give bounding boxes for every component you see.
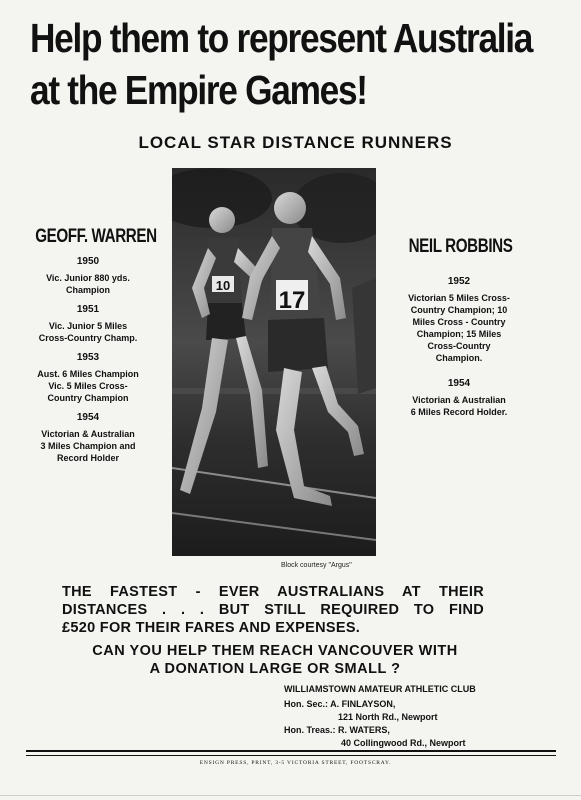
club-name: WILLIAMSTOWN AMATEUR ATHLETIC CLUB [284,684,476,694]
record-line: Record Holder [56,453,119,463]
appeal-line-1: THE FASTEST - EVER AUSTRALIANS AT THEIR [62,584,484,600]
printer-imprint: ENSIGN PRESS, PRINT, 3-5 VICTORIA STREET, FOOTSCRAY. [199,760,392,766]
record-line: Victorian 5 Miles Cross- [408,293,510,303]
record-line: Aust. 6 Miles Champion [37,369,139,379]
secretary-address: 121 North Rd., Newport [338,712,438,722]
record-line: Country Champion; 10 [410,305,508,315]
record-text [22,428,154,464]
question-line-2: A DONATION LARGE OR SMALL ? [149,661,401,677]
record-year: 1950 [76,256,100,267]
photo-caption: Block courtesy "Argus" [281,562,352,569]
donation-question [60,642,490,678]
record-year: 1954 [447,378,471,389]
treasurer-address: 40 Collingwood Rd., Newport [341,738,466,748]
record-year: 1951 [76,304,100,315]
record-text [396,394,522,418]
record-text [396,292,522,364]
treasurer: Hon. Treas.: R. WATERS, [284,725,390,735]
record-line: Vic. 5 Miles Cross- [48,381,128,391]
record-line: Cross-Country [427,341,491,351]
runner-profile-warren [22,226,157,464]
runners-photo-graphic [172,168,376,556]
record-text [22,320,154,344]
record-line: 3 Miles Champion and [40,441,136,451]
runner-name: GEOFF. WARREN [35,226,157,247]
footer-rule [26,750,556,752]
record-line: Champion [66,285,110,295]
headline-line-2: at the Empire Games! [30,67,367,113]
runner-profile-robbins [396,236,522,418]
appeal-line-3: £520 FOR THEIR FARES AND EXPENSES. [62,620,361,636]
subheading: LOCAL STAR DISTANCE RUNNERS [138,133,453,152]
page-edge [0,795,581,796]
runner-name: NEIL ROBBINS [408,236,513,257]
headline [30,12,533,116]
record-line: Country Champion [47,393,129,403]
record-line: Victorian & Australian [41,429,135,439]
appeal-text [62,583,484,637]
record-line: Champion; 15 Miles [416,329,502,339]
record-year: 1952 [447,276,471,287]
question-line-1: CAN YOU HELP THEM REACH VANCOUVER WITH [92,643,458,659]
footer-rule-thin [26,755,556,756]
record-line: Vic. Junior 880 yds. [46,273,130,283]
record-line: Miles Cross - Country [412,317,506,327]
bib-number: 17 [278,287,306,314]
headline-line-1: Help them to represent Australia [30,15,533,61]
record-line: Victorian & Australian [412,395,506,405]
club-contacts [284,683,524,750]
record-line: 6 Miles Record Holder. [410,407,508,417]
bib-number: 10 [215,278,231,293]
secretary: Hon. Sec.: A. FINLAYSON, [284,699,396,709]
appeal-line-2: DISTANCES . . . BUT STILL REQUIRED TO FIND [62,602,484,618]
record-year: 1954 [76,412,100,423]
record-line: Champion. [435,353,483,363]
record-line: Cross-Country Champ. [38,333,138,343]
runners-photo [172,168,376,556]
record-text [22,272,154,296]
record-year: 1953 [76,352,100,363]
record-text [22,368,154,404]
record-line: Vic. Junior 5 Miles [48,321,128,331]
